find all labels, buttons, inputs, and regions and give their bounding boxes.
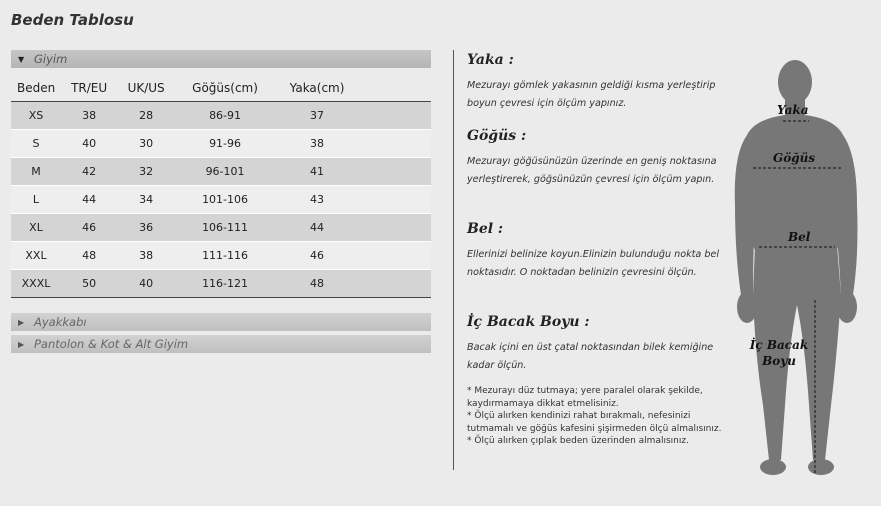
note-item: * Ölçü alırken kendinizi rahat bırakmalı, nefesinizi tutmamalı ve göğüs kafesini şişirmeden ölçü almalısınız. bbox=[467, 411, 722, 434]
table-cell: XS bbox=[11, 102, 61, 130]
column-header: Yaka(cm) bbox=[275, 74, 359, 102]
neck-text: Mezurayı gömlek yakasının geldiği kısma yerleştirip boyun çevresi için ölçüm yapınız. bbox=[467, 80, 716, 109]
figure-neck-label: Yaka bbox=[777, 103, 809, 117]
size-table bbox=[11, 74, 431, 298]
figure-chest-label: Göğüs bbox=[773, 151, 816, 165]
table-cell: 116-121 bbox=[175, 270, 275, 298]
neck-title: Yaka : bbox=[467, 52, 514, 68]
vertical-divider bbox=[453, 50, 454, 470]
caret-down-icon: ▼ bbox=[18, 54, 25, 64]
table-cell-spacer bbox=[359, 242, 431, 270]
table-cell: 48 bbox=[61, 242, 117, 270]
column-header-spacer bbox=[359, 74, 431, 102]
table-cell: L bbox=[11, 186, 61, 214]
table-cell: 86-91 bbox=[175, 102, 275, 130]
table-cell: 38 bbox=[275, 130, 359, 158]
table-cell: 46 bbox=[61, 214, 117, 242]
table-cell-spacer bbox=[359, 158, 431, 186]
table-cell: 38 bbox=[117, 242, 175, 270]
chest-title: Göğüs : bbox=[467, 128, 527, 144]
column-header: TR/EU bbox=[61, 74, 117, 102]
table-cell: 36 bbox=[117, 214, 175, 242]
table-cell-spacer bbox=[359, 102, 431, 130]
figure-inseam-label-line2: Boyu bbox=[762, 354, 796, 368]
table-row bbox=[11, 214, 431, 242]
table-cell: XL bbox=[11, 214, 61, 242]
accordion-pants-label: Pantolon & Kot & Alt Giyim bbox=[34, 337, 189, 351]
table-cell: S bbox=[11, 130, 61, 158]
table-cell: 32 bbox=[117, 158, 175, 186]
table-header-row bbox=[11, 74, 431, 102]
inseam-title: İç Bacak Boyu : bbox=[467, 314, 590, 330]
accordion-shoes[interactable] bbox=[11, 313, 431, 331]
body-silhouette-icon bbox=[725, 55, 881, 485]
notes-list bbox=[467, 385, 722, 448]
column-header: UK/US bbox=[117, 74, 175, 102]
figure-inseam-label-line1: İç Bacak bbox=[749, 338, 809, 352]
column-header: Beden bbox=[11, 74, 61, 102]
table-cell: 50 bbox=[61, 270, 117, 298]
accordion-clothing[interactable] bbox=[11, 50, 431, 68]
table-cell: 111-116 bbox=[175, 242, 275, 270]
table-cell-spacer bbox=[359, 186, 431, 214]
table-cell: 30 bbox=[117, 130, 175, 158]
table-cell: 37 bbox=[275, 102, 359, 130]
table-cell: 48 bbox=[275, 270, 359, 298]
table-cell: 106-111 bbox=[175, 214, 275, 242]
caret-right-icon: ▶ bbox=[18, 339, 25, 349]
table-cell: 28 bbox=[117, 102, 175, 130]
table-cell: 42 bbox=[61, 158, 117, 186]
waist-text: Ellerinizi belinize koyun.Elinizin bulunduğu nokta bel noktasıdır. O noktadan belinizin çevresini ölçün. bbox=[467, 249, 719, 278]
table-cell: M bbox=[11, 158, 61, 186]
column-header: Göğüs(cm) bbox=[175, 74, 275, 102]
table-cell: XXL bbox=[11, 242, 61, 270]
note-item: * Ölçü alırken çıplak beden üzerinden almalısınız. bbox=[467, 436, 689, 446]
table-row bbox=[11, 186, 431, 214]
table-cell: 38 bbox=[61, 102, 117, 130]
accordion-clothing-label: Giyim bbox=[34, 52, 68, 66]
table-cell: 44 bbox=[61, 186, 117, 214]
table-row bbox=[11, 270, 431, 298]
table-cell-spacer bbox=[359, 130, 431, 158]
table-row bbox=[11, 102, 431, 130]
table-cell: 91-96 bbox=[175, 130, 275, 158]
figure-inseam-label bbox=[749, 337, 809, 369]
caret-right-icon: ▶ bbox=[18, 317, 25, 327]
table-row bbox=[11, 158, 431, 186]
table-cell: 101-106 bbox=[175, 186, 275, 214]
page-title: Beden Tablosu bbox=[11, 11, 134, 29]
table-cell: 43 bbox=[275, 186, 359, 214]
body-figure bbox=[725, 55, 881, 485]
table-cell: 96-101 bbox=[175, 158, 275, 186]
table-row bbox=[11, 130, 431, 158]
note-item: * Mezurayı düz tutmaya; yere paralel olarak şekilde, kaydırmamaya dikkat etmelisiniz. bbox=[467, 386, 703, 409]
table-cell-spacer bbox=[359, 270, 431, 298]
waist-title: Bel : bbox=[467, 221, 504, 237]
table-cell: 44 bbox=[275, 214, 359, 242]
table-row bbox=[11, 242, 431, 270]
table-cell: 41 bbox=[275, 158, 359, 186]
accordion-pants[interactable] bbox=[11, 335, 431, 353]
table-cell: 34 bbox=[117, 186, 175, 214]
table-cell: 40 bbox=[61, 130, 117, 158]
chest-text: Mezurayı göğüsünüzün üzerinde en geniş noktasına yerleştirerek, göğsünüzün çevresi için ölçüm yapın. bbox=[467, 156, 717, 185]
table-cell: 40 bbox=[117, 270, 175, 298]
figure-waist-label: Bel bbox=[788, 230, 811, 244]
table-cell: 46 bbox=[275, 242, 359, 270]
table-cell-spacer bbox=[359, 214, 431, 242]
inseam-text: Bacak içini en üst çatal noktasından bilek kemiğine kadar ölçün. bbox=[467, 342, 714, 371]
accordion-shoes-label: Ayakkabı bbox=[34, 315, 87, 329]
table-cell: XXXL bbox=[11, 270, 61, 298]
